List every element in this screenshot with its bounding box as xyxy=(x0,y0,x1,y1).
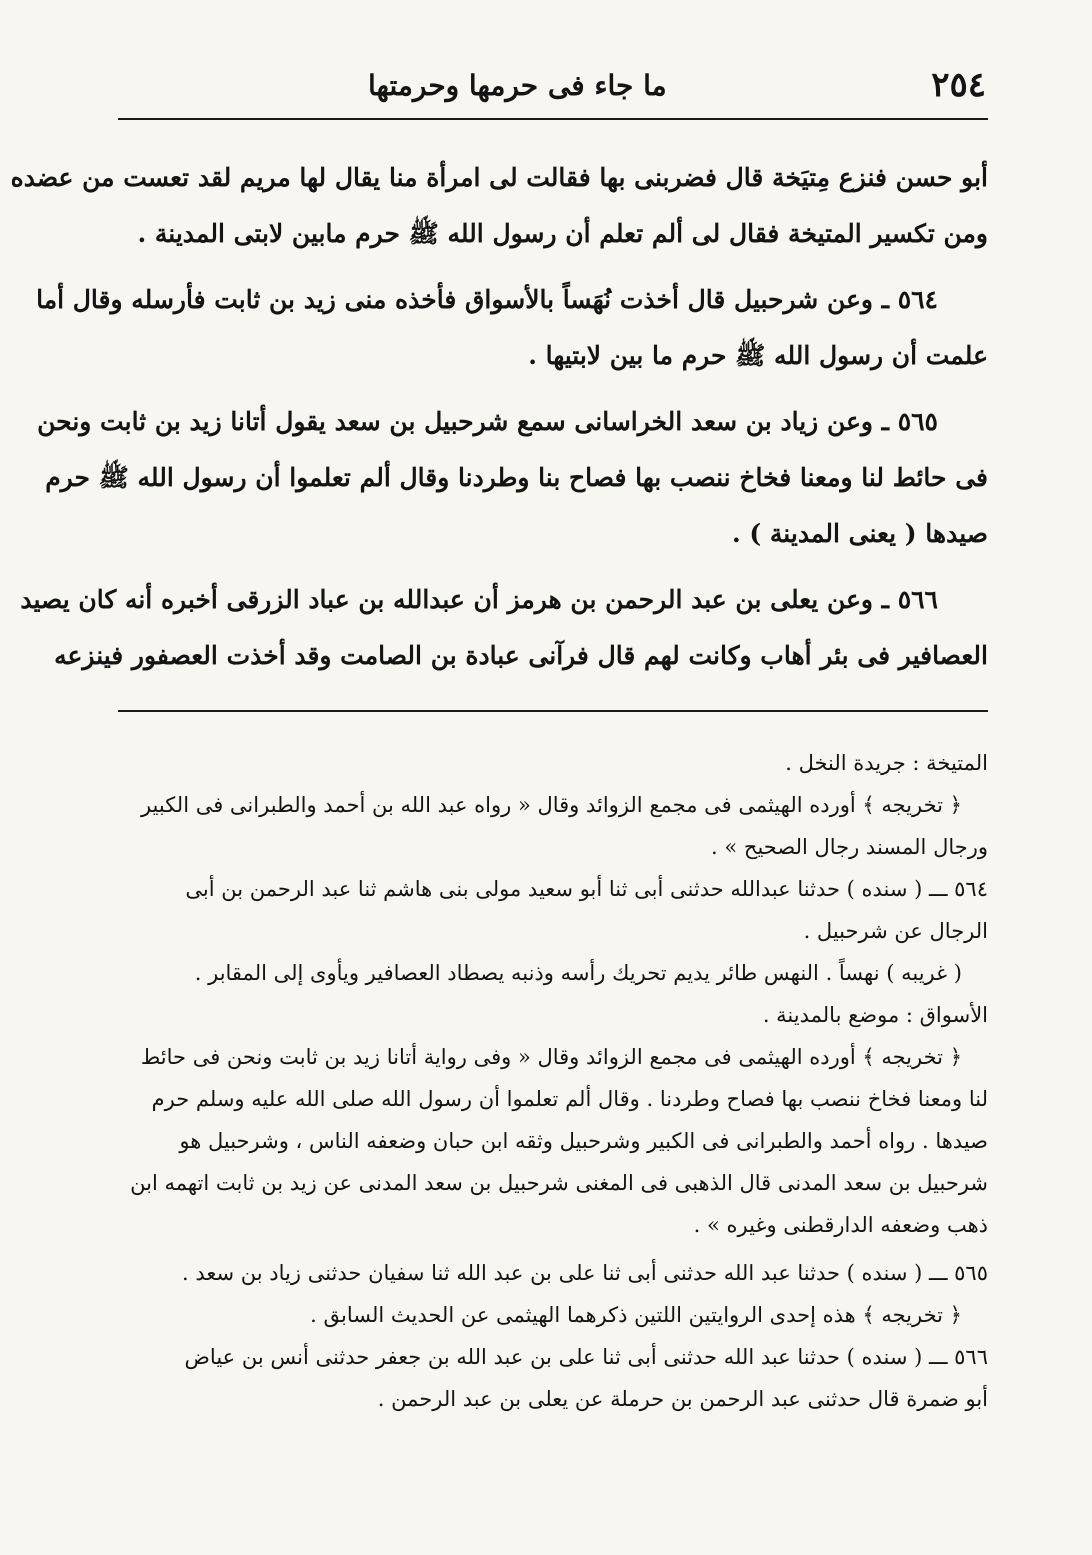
footnote-line: ﴿ تخريجه ﴾ أورده الهيثمى فى مجمع الزوائد وقال « رواه عبد الله بن أحمد والطبرانى فى الكبير xyxy=(140,793,962,817)
paragraph xyxy=(10,150,988,262)
footnote-line: ﴿ تخريجه ﴾ هذه إحدى الروايتين اللتين ذكرهما الهيثمى عن الحديث السابق . xyxy=(310,1303,962,1327)
footnote-line: ذهب وضعفه الدارقطنى وغيره » . xyxy=(693,1213,988,1237)
text-line: علمت أن رسول الله ﷺ حرم ما بين لابتيها . xyxy=(528,341,988,370)
text-line: ومن تكسير المتيخة فقال لى ألم تعلم أن رسول الله ﷺ حرم مابين لابتى المدينة . xyxy=(137,219,988,248)
footnote-line: لنا ومعنا فخاخ ننصب بها فصاح وطردنا . وقال ألم تعلموا أن رسول الله صلى الله عليه وسلم حرم xyxy=(151,1087,988,1111)
text-line: أبو حسن فنزع مِتيَخة قال فضربنى بها فقالت لى امرأة منا يقال لها مريم لقد تعست من عضده xyxy=(10,163,988,192)
page-number: ٢٥٤ xyxy=(931,65,986,105)
footnote-line: أبو ضمرة قال حدثنى عبد الرحمن بن حرملة عن يعلى بن عبد الرحمن . xyxy=(377,1387,988,1411)
footnote-line: شرحبيل بن سعد المدنى قال الذهبى فى المغنى شرحبيل بن سعد المدنى عن زيد بن ثابت اتهمه ابن xyxy=(130,1171,988,1195)
footnote-line: ٥٦٥ ـــ ( سنده ) حدثنا عبد الله حدثنى أبى ثنا على بن عبد الله ثنا سفيان حدثنى زياد بن سعد . xyxy=(182,1261,988,1285)
text-line: ٥٦٤ ـ وعن شرحبيل قال أخذت نُهَساً بالأسواق فأخذه منى زيد بن ثابت فأرسله وقال أما xyxy=(36,285,938,314)
hadith-566 xyxy=(20,572,988,684)
footnote-line: صيدها . رواه أحمد والطبرانى فى الكبير وشرحبيل وثقه ابن حبان وضعفه الناس ، وشرحبيل هو xyxy=(179,1129,988,1153)
footnote-line: ورجال المسند رجال الصحيح » . xyxy=(711,835,988,859)
text-line: ٥٦٦ ـ وعن يعلى بن عبد الرحمن بن هرمز أن عبدالله بن عباد الزرقى أخبره أنه كان يصيد xyxy=(20,585,938,614)
footnote-line: الرجال عن شرحبيل . xyxy=(803,919,988,943)
footnote-line: ( غريبه ) نهساً . النهس طائر يديم تحريك رأسه وذنبه يصطاد العصافير ويأوى إلى المقابر . xyxy=(194,961,962,985)
footnote-divider xyxy=(118,710,988,712)
text-line: فى حائط لنا ومعنا فخاخ ننصب بها فصاح بنا وطردنا وقال ألم تعلموا أن رسول الله ﷺ حرم xyxy=(45,463,988,492)
footnote-line: ٥٦٤ ـــ ( سنده ) حدثنا عبدالله حدثنى أبى ثنا أبو سعيد مولى بنى هاشم ثنا عبد الرحمن بن أبى xyxy=(185,877,988,901)
header-rule xyxy=(118,118,988,120)
text-line: صيدها ( يعنى المدينة ) . xyxy=(731,519,988,548)
footnote-line: ٥٦٦ ـــ ( سنده ) حدثنا عبد الله حدثنى أبى ثنا على بن عبد الله بن جعفر حدثنى أنس بن عياض xyxy=(184,1345,988,1369)
footnotes xyxy=(118,742,988,1420)
text-line: العصافير فى بئر أهاب وكانت لهم قال فرآنى عبادة بن الصامت وقد أخذت العصفور فينزعه xyxy=(54,641,988,670)
hadith-564 xyxy=(36,272,988,384)
footnote-line: الأسواق : موضع بالمدينة . xyxy=(762,1003,988,1027)
page-header xyxy=(118,62,986,108)
hadith-565 xyxy=(37,394,988,562)
footnote-line: المتيخة : جريدة النخل . xyxy=(785,751,988,775)
footnote-line: ﴿ تخريجه ﴾ أورده الهيثمى فى مجمع الزوائد وقال « وفى رواية أتانا زيد بن ثابت ونحن فى حائط xyxy=(140,1045,962,1069)
main-text xyxy=(10,150,988,684)
running-title: ما جاء فى حرمها وحرمتها xyxy=(368,68,667,102)
text-line: ٥٦٥ ـ وعن زياد بن سعد الخراسانى سمع شرحبيل بن سعد يقول أتانا زيد بن ثابت ونحن xyxy=(37,407,938,436)
